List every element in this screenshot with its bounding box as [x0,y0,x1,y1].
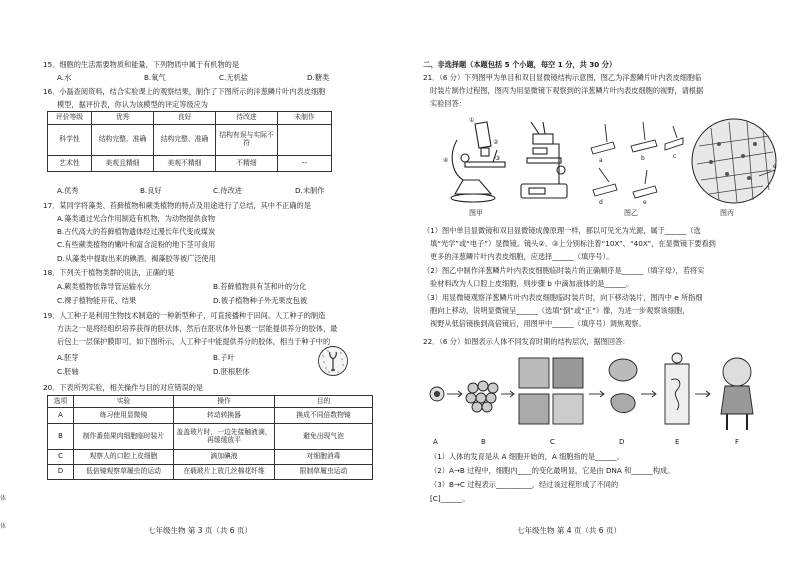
step-label: b [641,155,645,162]
table-header: 待改进 [216,112,278,125]
table-header-row [48,396,373,408]
table-cell: 结构完整、准确 [154,125,216,156]
microscope-label: ④ [443,157,449,164]
q20-stem: 20．下表所列实验，相关操作与目的对应错误的是 [43,383,204,392]
step-label: c [673,153,677,160]
figure-label-jia: 图甲 [469,209,483,217]
q19-option-b: B.子叶 [213,353,235,362]
figure-label-c: C [550,438,555,446]
table-cell: A [48,408,74,424]
q21-stem-line1: 21．（6 分）下列图甲为单目和双目显微镜结构示意图，图乙为洋葱鳞片叶内表皮细胞临 [423,73,702,82]
q19-stem-line3: 后包上一层保护膜即可，如下图所示，人工种子中能提供养分的胶体，相当于种子中的 [57,337,331,346]
q22-sub-line: （3）B→C 过程表示__________，经过该过程形成了不同的 [430,480,619,489]
table-header: 未制作 [278,112,332,125]
figure-label-d: D [619,438,625,446]
table-header: 选项 [48,396,74,408]
q21-sub-line: 验材料改为人口腔上皮细胞，则步骤 b 中滴加液体的是______。 [430,279,634,288]
q16-option-b: B.良好 [140,186,162,195]
q16-option-a: A.优秀 [57,186,79,195]
microscope-figure [435,114,581,206]
q21-stem-line2: 时装片制作过程图，图丙为用显微镜下观察到的洋葱鳞片叶内表皮细胞的视野，请根据 [430,86,704,95]
q15-stem: 15．细胞的生活需要物质和能量，下列物质中属于有机物的是 [43,60,240,69]
q20-experiment-table [47,395,373,480]
step-label: d [599,199,603,204]
q15-option-a: A.水 [57,73,72,82]
q16-stem-line1: 16．小磊查阅资料，结合实验课上的观察结果，制作了下图所示的洋葱鳞片叶内表皮细胞 [43,87,326,96]
q18-stem: 18．下列关于植物类群的说法，正确的是 [43,268,175,277]
table-row [48,156,332,172]
body-structure-levels-figure [427,350,772,436]
table-cell: 练习使用显微镜 [74,408,174,424]
q22-stem: 22．（6 分）如图表示人体不同发育时期的结构层次，据图回答： [423,337,630,346]
q21-sub-line: 填“光学”或“电子”）显微镜。镜头②、③上分别标注着“10X”、“40X”，在显微镜下要看到 [430,239,716,248]
q16-stem-line2: 模型，据评价表，你认为该模型的评定等级应为 [57,100,208,109]
q19-option-c: C.胚轴 [57,367,79,376]
table-cell: D [48,465,74,480]
table-cell: 换成不同倍数物镜 [275,408,373,424]
q17-option-d: D.从藻类中提取出来的碘酒、褐藻胶等被广泛使用 [57,254,216,263]
q17-option-b: B.古代高大的苔藓植物遗体经过漫长年代变成煤炭 [57,227,216,236]
q19-stem-line1: 19．人工种子是利用生物技术制造的一种新型种子，可直接播种于田间。人工种子的制造 [43,311,326,320]
table-cell: 结构有误与实际不符 [216,125,278,156]
edge-mark: 体 [0,495,7,502]
q21-sub-line: （3）用显微镜观察洋葱鳞片叶内表皮细胞临时装片时，向下移动装片，图丙中 e 所指细 [423,293,703,302]
table-row [48,408,373,424]
table-cell: 科学性 [48,125,92,156]
table-cell: 艺术性 [48,156,92,172]
q17-option-c: C.有些蕨类植物的嫩叶和富含淀粉的地下茎可食用 [57,240,216,249]
table-cell: 盖盖玻片时，一边先接触液滴，再缓缓放平 [174,424,275,450]
table-cell: 结构完整、准确 [92,125,154,156]
step-label: a [599,157,603,164]
q21-sub-line: 视野从低倍镜换到高倍镜后，用图甲中______（填序号）调焦观察。 [430,319,646,328]
microscope-label: ② [493,139,499,146]
q21-sub-line: 胞向上移动，说明显微镜呈______（选填“倒”或“正”）像，为进一步观察该细胞， [430,306,690,315]
figure-label-b: B [481,438,486,446]
q17-stem: 17．某同学将藻类、苔藓植物和蕨类植物的特点及用途进行了总结，其中不正确的是 [43,201,311,210]
page-footer: 七年级生物 第 3 页（共 6 页） [148,526,252,535]
q16-option-d: D.未制作 [295,186,325,195]
q18-option-a: A.蕨类植物依靠导管运输水分 [57,282,151,291]
table-header-row [48,112,332,125]
table-header: 优秀 [92,112,154,125]
table-row [48,465,373,480]
q15-option-b: B.氧气 [144,73,166,82]
table-row [48,450,373,465]
microscope-label: ③ [495,155,501,162]
figure-label-f: F [735,438,740,446]
table-row [48,125,332,156]
table-cell [278,125,332,156]
table-cell: 观察人的口腔上皮细胞 [74,450,174,465]
table-cell: 限制草履虫运动 [275,465,373,480]
table-cell: 滴加碘液 [174,450,275,465]
cell-e-label: e [773,163,777,170]
page-footer: 七年级生物 第 4 页（共 6 页） [517,526,621,535]
figure-label-e: E [675,438,680,446]
q21-stem-line3: 实验回答： [430,99,466,108]
table-cell: 对细胞消毒 [275,450,373,465]
right-page [397,0,794,564]
table-cell: -- [278,156,332,172]
artificial-seed-figure [317,345,349,377]
table-header: 实验 [74,396,174,408]
q19-option-d: D.胚根胚体 [213,367,250,376]
slide-preparation-figure [585,118,685,204]
q16-option-c: C.待改进 [213,186,242,195]
table-cell: 制作番茄果肉细胞临时装片 [74,424,174,450]
table-cell: 不精细 [216,156,278,172]
q22-sub-line: （2）A→B 过程中，细胞内____的变化最明显，它是由 DNA 和______构成。 [430,466,675,475]
table-header: 目的 [275,396,373,408]
q16-options [57,186,324,195]
onion-cell-view-figure [689,116,779,206]
table-cell: 避免出现气泡 [275,424,373,450]
section-title: 二、非选择题（本题包括 5 个小题，每空 1 分，共 30 分） [423,60,617,69]
q21-sub-line: （2）图乙中制作洋葱鳞片叶内表皮细胞临时装片的正确顺序是______（填字母），若将实 [423,266,705,275]
q16-evaluation-table [47,111,332,172]
step-label: e [643,199,647,204]
q17-option-a: A.藻类通过光合作用制造有机物，为动物提供食物 [57,214,216,223]
edge-mark: 体 [0,523,7,530]
table-cell: 美观且精细 [92,156,154,172]
q22-sub-line: （1）人体的发育是从 A 细胞开始的，A 细胞指的是______。 [430,452,624,461]
table-cell: 在载玻片上放几丝棉花纤维 [174,465,275,480]
q15-option-d: D.糖类 [307,73,330,82]
microscope-label: ① [469,117,475,124]
table-cell: C [48,450,74,465]
q22-sub-line: [C]______。 [430,494,470,503]
table-row [48,424,373,450]
q15-option-c: C.无机盐 [219,73,248,82]
table-header: 操作 [174,396,275,408]
figure-label-yi: 图乙 [624,209,638,217]
table-header: 良好 [154,112,216,125]
q21-sub-line: 更多的洋葱鳞片叶内表皮细胞，应选择______（填序号）。 [430,252,614,261]
q18-option-b: B.苔藓植物具有茎和叶的分化 [213,282,307,291]
q19-option-a: A.胚芽 [57,353,79,362]
q19-stem-line2: 方法之一是将经组织培养获得的胚状体，然后在胚状体外包裹一层能提供养分的胶体，最 [57,324,338,333]
table-cell: 转动转换器 [174,408,275,424]
q18-option-d: D.被子植物种子外无果皮包被 [213,296,308,305]
q18-option-c: C.裸子植物能开花、结果 [57,296,137,305]
table-cell: 低倍镜观察草履虫的运动 [74,465,174,480]
table-header: 评价等级 [48,112,92,125]
table-cell: 美观不精细 [154,156,216,172]
q15-options [57,73,329,82]
figure-label-bing: 图丙 [720,209,734,217]
table-cell: B [48,424,74,450]
figure-label-a: A [433,438,438,446]
q21-sub-line: （1）图中单目显微镜和双目显微镜成像原理一样，都以可见光为光源，属于______（选 [423,226,701,235]
